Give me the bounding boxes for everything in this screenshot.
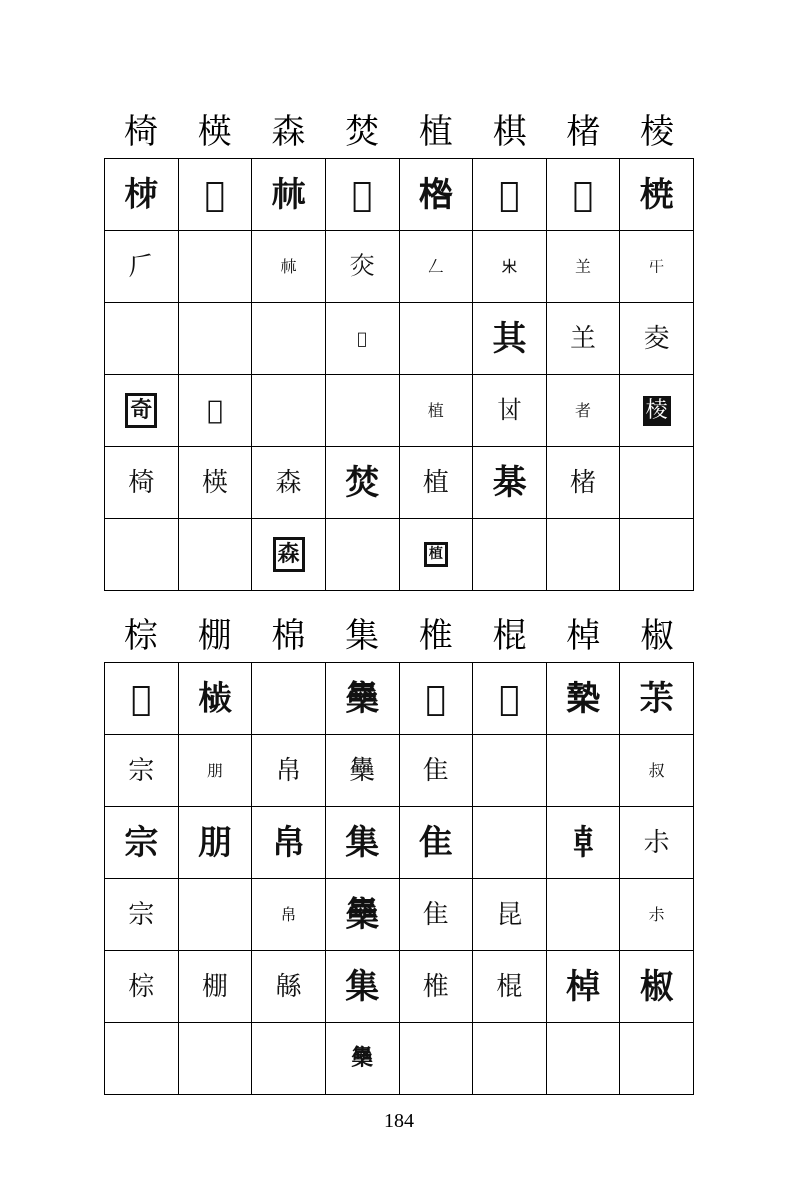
seal-stamp-glyph: 雧 (351, 1045, 374, 1072)
table-cell (326, 447, 400, 519)
seal-script-glyph: 𣗖 (204, 174, 226, 215)
table-cell (252, 231, 326, 303)
seal-script-glyph: 𣓤 (639, 174, 674, 215)
table-cell (105, 519, 179, 591)
table-cell (547, 159, 621, 231)
table-cell (179, 1023, 253, 1095)
table-cell (252, 735, 326, 807)
bamboo-slip-glyph: 隹 (422, 899, 449, 930)
table-cell (326, 159, 400, 231)
clerical-glyph: 棕 (128, 971, 155, 1002)
table-cell (326, 807, 400, 879)
table-cell (252, 375, 326, 447)
table-cell (620, 735, 694, 807)
oracle-bone-glyph: 𠂆 (128, 251, 155, 282)
table-cell (547, 663, 621, 735)
bronze-glyph: 朋 (197, 822, 232, 863)
column-header: 椅 (123, 112, 158, 152)
table-cell (179, 951, 253, 1023)
bronze-glyph: 隹 (418, 822, 453, 863)
table-cell (473, 879, 547, 951)
seal-script-glyph: 𣏟 (271, 174, 306, 215)
bronze-glyph: 帛 (271, 822, 306, 863)
seal-script-glyph: 茮 (639, 678, 674, 719)
table-cell (252, 807, 326, 879)
seal-script-glyph: 𣓯 (572, 174, 594, 215)
clerical-glyph: 植 (422, 467, 449, 498)
column-header: 焚 (345, 112, 380, 152)
seal-script-glyph: 𣐈 (124, 174, 159, 215)
column-header: 棋 (492, 112, 527, 152)
table-cell (620, 231, 694, 303)
table-cell (252, 447, 326, 519)
table-cell (252, 879, 326, 951)
table-cell (105, 231, 179, 303)
table-cell (105, 159, 179, 231)
oracle-bone-glyph: 𡕒 (648, 256, 665, 276)
oracle-bone-glyph: 叔 (648, 760, 665, 780)
column-header: 楧 (197, 112, 232, 152)
table-cell (326, 303, 400, 375)
table-cell (547, 519, 621, 591)
table-cell (473, 735, 547, 807)
table-cell (179, 879, 253, 951)
table-cell (179, 303, 253, 375)
table-cell (473, 951, 547, 1023)
oracle-bone-glyph: 𦍌 (575, 256, 592, 276)
bamboo-slip-glyph: 帛 (280, 904, 297, 924)
table-cell (326, 879, 400, 951)
bamboo-slip-glyph: 尗 (648, 904, 665, 924)
seal-script-glyph: 𣒱 (499, 678, 520, 719)
bamboo-slip-glyph: 𠀠 (496, 395, 523, 426)
bamboo-slip-glyph: 植 (427, 400, 444, 420)
bronze-glyph: 𤊞 (357, 328, 367, 348)
table-cell (400, 1023, 474, 1095)
page-number: 184 (384, 1110, 414, 1132)
table-cell (400, 663, 474, 735)
table-cell (105, 1023, 179, 1095)
table-cell (400, 303, 474, 375)
table-cell (400, 879, 474, 951)
column-header: 棉 (271, 616, 306, 656)
table-cell (105, 663, 179, 735)
table-cell (473, 375, 547, 447)
seal-script-glyph: 𣒚 (131, 678, 152, 719)
table-cell (179, 735, 253, 807)
seal-stamp-glyph: 棱 (643, 396, 671, 426)
glyph-table (104, 662, 694, 1095)
table-cell (620, 303, 694, 375)
column-header: 棚 (197, 616, 232, 656)
table-cell (105, 879, 179, 951)
table-cell (326, 1023, 400, 1095)
table-cell (473, 807, 547, 879)
table-cell (179, 807, 253, 879)
clerical-glyph: 棹 (566, 966, 601, 1007)
table-cell (620, 663, 694, 735)
header-row (104, 108, 694, 156)
table-cell (400, 447, 474, 519)
column-header: 棕 (123, 616, 158, 656)
table-cell (252, 303, 326, 375)
table-section-2 (104, 612, 694, 1095)
column-header: 棹 (566, 616, 601, 656)
table-cell (179, 663, 253, 735)
table-cell (400, 951, 474, 1023)
table-cell (473, 231, 547, 303)
table-cell (252, 663, 326, 735)
table-cell (547, 951, 621, 1023)
bronze-glyph: 𦍌 (570, 323, 597, 354)
oracle-bone-glyph: 朋 (206, 760, 223, 780)
seal-script-glyph: 𣙗 (566, 678, 601, 719)
table-cell (179, 447, 253, 519)
table-cell (547, 735, 621, 807)
oracle-bone-glyph: 帛 (275, 755, 302, 786)
table-cell (400, 519, 474, 591)
bamboo-slip-glyph: 𣗖 (207, 395, 223, 426)
table-cell (620, 807, 694, 879)
seal-script-glyph: 𣒉 (197, 678, 232, 719)
table-cell (547, 807, 621, 879)
table-cell (547, 879, 621, 951)
clerical-glyph: 集 (345, 966, 380, 1007)
table-cell (105, 447, 179, 519)
table-cell (326, 375, 400, 447)
column-header: 椒 (640, 616, 675, 656)
table-cell (620, 1023, 694, 1095)
table-cell (326, 663, 400, 735)
table-cell (473, 303, 547, 375)
table-cell (400, 807, 474, 879)
table-cell (620, 879, 694, 951)
clerical-glyph: 楮 (570, 467, 597, 498)
column-header: 集 (345, 616, 380, 656)
table-cell (400, 375, 474, 447)
clerical-glyph: 棍 (496, 971, 523, 1002)
table-cell (179, 159, 253, 231)
table-cell (620, 447, 694, 519)
table-cell (105, 375, 179, 447)
table-cell (620, 519, 694, 591)
oracle-bone-glyph: 雧 (349, 755, 376, 786)
table-cell (252, 519, 326, 591)
table-cell (179, 519, 253, 591)
table-cell (400, 735, 474, 807)
table-cell (473, 663, 547, 735)
bamboo-slip-glyph: 者 (575, 400, 592, 420)
table-cell (620, 375, 694, 447)
seal-script-glyph: 𣓌 (418, 174, 453, 215)
seal-script-glyph: 𣘔 (499, 174, 520, 215)
bamboo-slip-glyph: 昆 (496, 899, 523, 930)
bamboo-slip-glyph: 宗 (128, 899, 155, 930)
oracle-bone-glyph: 𣎵 (501, 256, 518, 276)
table-cell (326, 519, 400, 591)
glyph-table (104, 158, 694, 591)
clerical-glyph: 森 (275, 467, 302, 498)
table-cell (252, 1023, 326, 1095)
column-header: 棍 (492, 616, 527, 656)
table-cell (400, 231, 474, 303)
column-header: 椎 (418, 616, 453, 656)
bronze-glyph: 集 (345, 822, 380, 863)
table-cell (326, 735, 400, 807)
table-cell (473, 447, 547, 519)
column-header: 楮 (566, 112, 601, 152)
column-header: 棱 (640, 112, 675, 152)
table-cell (105, 807, 179, 879)
table-cell (105, 303, 179, 375)
clerical-glyph: 椎 (422, 971, 449, 1002)
table-cell (547, 447, 621, 519)
seal-script-glyph: 𤊞 (351, 174, 373, 215)
table-cell (473, 519, 547, 591)
seal-script-glyph: 𣒜 (425, 678, 447, 719)
seal-script-glyph: 雧 (345, 678, 380, 719)
table-cell (473, 1023, 547, 1095)
table-cell (252, 951, 326, 1023)
table-cell (620, 159, 694, 231)
table-cell (547, 1023, 621, 1095)
table-cell (179, 231, 253, 303)
clerical-glyph: 焚 (345, 462, 380, 503)
table-cell (105, 951, 179, 1023)
bronze-glyph: 尗 (643, 827, 670, 858)
oracle-bone-glyph: 宗 (128, 755, 155, 786)
table-cell (547, 375, 621, 447)
seal-stamp-glyph: 奇 (125, 393, 157, 427)
clerical-glyph: 楧 (201, 467, 228, 498)
table-cell (400, 159, 474, 231)
clerical-glyph: 棚 (201, 971, 228, 1002)
table-cell (326, 951, 400, 1023)
column-header: 森 (271, 112, 306, 152)
oracle-bone-glyph: 𠃋 (427, 256, 444, 276)
table-cell (252, 159, 326, 231)
bronze-glyph: 宗 (124, 822, 159, 863)
table-cell (473, 159, 547, 231)
clerical-glyph: 緜 (275, 971, 302, 1002)
bronze-glyph: 其 (492, 318, 527, 359)
seal-stamp-glyph: 森 (273, 537, 305, 571)
table-cell (547, 303, 621, 375)
bronze-glyph: 𠦝 (566, 822, 601, 863)
table-cell (105, 735, 179, 807)
oracle-bone-glyph: 隹 (422, 755, 449, 786)
bamboo-slip-glyph: 雧 (345, 894, 380, 935)
table-cell (326, 231, 400, 303)
bronze-glyph: 夌 (643, 323, 670, 354)
clerical-glyph: 椅 (128, 467, 155, 498)
oracle-bone-glyph: 𤆍 (349, 251, 376, 282)
table-cell (179, 375, 253, 447)
table-cell (547, 231, 621, 303)
clerical-glyph: 椒 (639, 966, 674, 1007)
column-header: 植 (418, 112, 453, 152)
header-row (104, 612, 694, 660)
table-cell (620, 951, 694, 1023)
clerical-glyph: 棊 (492, 462, 527, 503)
oracle-bone-glyph: 𣏟 (280, 256, 297, 276)
table-section-1 (104, 108, 694, 591)
seal-stamp-glyph: 植 (424, 542, 448, 567)
